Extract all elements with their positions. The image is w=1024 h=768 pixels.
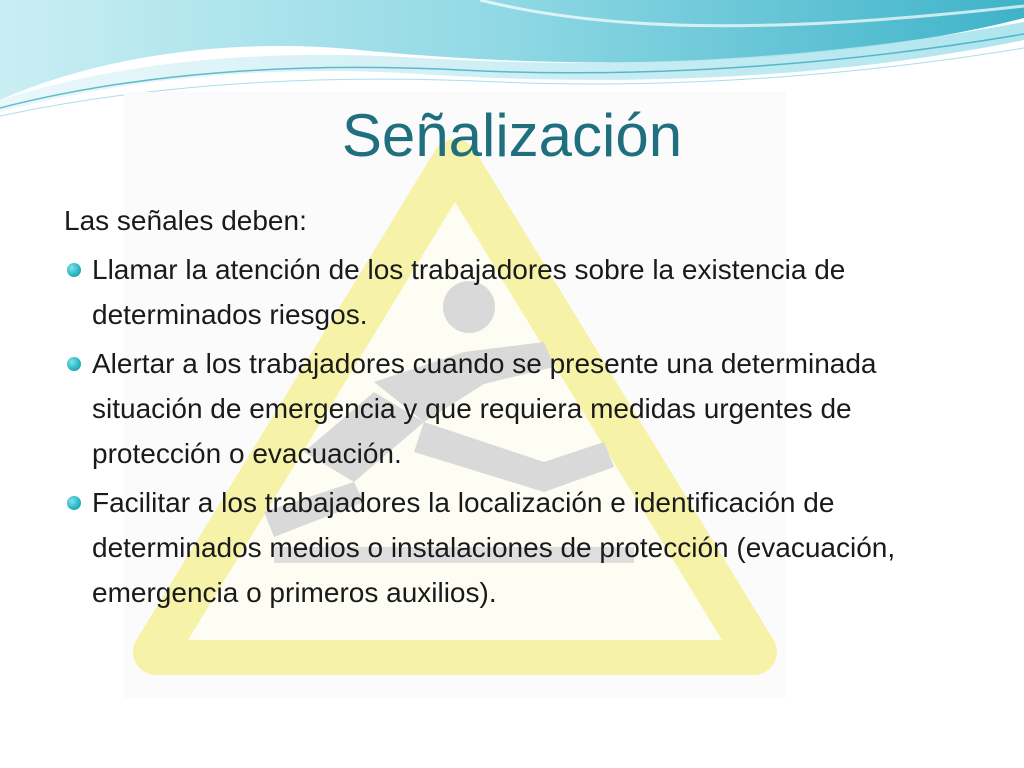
bullet-icon bbox=[67, 357, 81, 371]
bullet-text: Facilitar a los trabajadores la localización e identificación de determinados medios o instalaciones de protección (evacuación, emergencia o primeros auxilios). bbox=[92, 487, 896, 608]
bullet-list bbox=[64, 247, 964, 615]
slide-title: Señalización bbox=[341, 102, 683, 169]
intro-text: Las señales deben: bbox=[64, 205, 307, 236]
list-item bbox=[64, 247, 964, 337]
bullet-text: Alertar a los trabajadores cuando se presente una determinada situación de emergencia y que requiera medidas urgentes de protección o evacuación. bbox=[92, 348, 877, 469]
bullet-icon bbox=[67, 496, 81, 510]
bullet-icon bbox=[67, 263, 81, 277]
list-item bbox=[64, 480, 964, 615]
list-item bbox=[64, 341, 964, 476]
slide-content bbox=[64, 198, 964, 615]
bullet-text: Llamar la atención de los trabajadores sobre la existencia de determinados riesgos. bbox=[92, 254, 846, 330]
